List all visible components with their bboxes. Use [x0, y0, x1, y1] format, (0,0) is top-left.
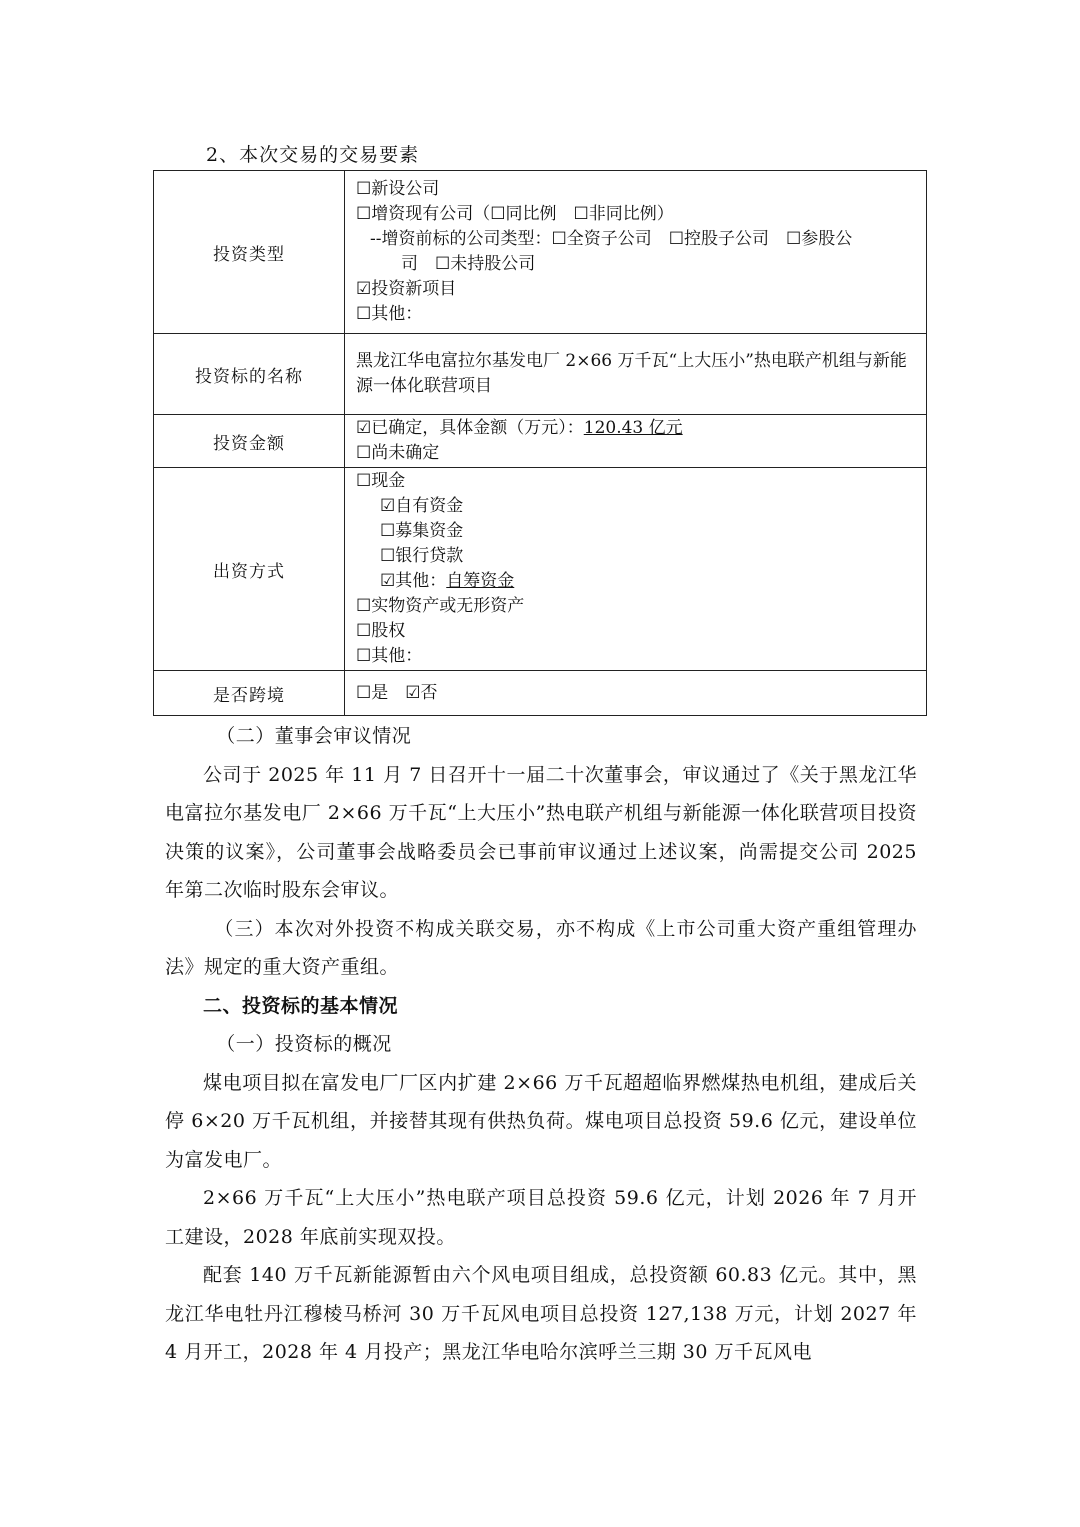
- option-capital-increase: ☐增资现有公司（☐同比例 ☐非同比例）: [356, 204, 674, 224]
- cash-other-value: 自筹资金: [446, 571, 515, 591]
- paragraph-related-transaction: （三）本次对外投资不构成关联交易，亦不构成《上市公司重大资产重组管理办法》规定的重大资产重组。: [165, 917, 917, 978]
- option-other: ☐其他：: [356, 304, 423, 324]
- option-new-company: ☐新设公司: [356, 179, 440, 199]
- transaction-elements-table: [153, 170, 927, 716]
- row-value-investment-amount: [345, 415, 927, 468]
- amount-unconfirmed: ☐尚未确定: [356, 443, 440, 463]
- table-row: [154, 671, 927, 716]
- paragraph-target-overview-heading: （一）投资标的概况: [216, 1033, 392, 1055]
- paragraph-chp-project: 2×66 万千瓦“上大压小”热电联产项目总投资 59.6 亿元，计划 2026 年 7 月开工建设，2028 年底前实现双投。: [165, 1187, 917, 1248]
- row-value-funding-method: [345, 468, 927, 671]
- row-value-investment-type: [345, 171, 927, 334]
- paragraph-board-review: 公司于 2025 年 11 月 7 日召开十一届二十次董事会，审议通过了《关于黑龙江华电富拉尔基发电厂 2×66 万千瓦“上大压小”热电联产机组与新能源一体化联营项目投资决策的议案》，公司董事会战略委员会已事前审议通过上述议案，尚需提交公司 2025 年第二次临时股东会审议。: [165, 763, 917, 901]
- paragraph-new-energy: 配套 140 万千瓦新能源暂由六个风电项目组成，总投资额 60.83 亿元。其中，黑龙江华电牡丹江穆棱马桥河 30 万千瓦风电项目总投资 127,138 万元，计划 2027 年 4 月开工，2028 年 4 月投产；黑龙江华电哈尔滨呼兰三期 30 万千瓦风电: [165, 1264, 917, 1363]
- section-title: 2、本次交易的交易要素: [206, 144, 420, 166]
- option-equity: ☐股权: [356, 621, 406, 641]
- row-value-cross-border: [345, 671, 927, 716]
- row-value-target-name: [345, 334, 927, 415]
- amount-confirmed: [356, 416, 918, 441]
- target-name-text: 黑龙江华电富拉尔基发电厂 2×66 万千瓦“上大压小”热电联产机组与新能源一体化联营项目: [356, 351, 907, 396]
- table-row: [154, 468, 927, 671]
- body-text: [165, 717, 917, 1372]
- option-physical-intangible-assets: ☐实物资产或无形资产: [356, 596, 525, 616]
- row-label-cross-border: 是否跨境: [154, 671, 345, 716]
- row-label-investment-type: 投资类型: [154, 171, 345, 334]
- option-target-company-type: --增资前标的公司类型：☐全资子公司 ☐控股子公司 ☐参股公: [370, 229, 853, 249]
- option-cash: ☐现金: [356, 471, 406, 491]
- heading-target-basics: 二、投资标的基本情况: [203, 994, 399, 1017]
- option-funding-other: ☐其他：: [356, 646, 423, 666]
- amount-value: 120.43 亿元: [583, 418, 683, 438]
- paragraph-board-review-heading: （二）董事会审议情况: [216, 725, 412, 747]
- cross-border-options: ☐是 ☑否: [356, 682, 438, 703]
- table-row: [154, 415, 927, 468]
- table-row: [154, 334, 927, 415]
- option-cash-other: [356, 569, 918, 594]
- row-label-investment-amount: 投资金额: [154, 415, 345, 468]
- option-bank-loan: ☐银行贷款: [380, 546, 464, 566]
- amount-confirmed-label: ☑已确定，具体金额（万元）：: [356, 418, 584, 438]
- cash-other-label: ☑其他：: [380, 571, 447, 591]
- paragraph-coal-project: 煤电项目拟在富发电厂厂区内扩建 2×66 万千瓦超超临界燃煤热电机组，建成后关停 6×20 万千瓦机组，并接替其现有供热负荷。煤电项目总投资 59.6 亿元，建设单位为富发电厂。: [165, 1071, 917, 1171]
- row-label-funding-method: 出资方式: [154, 468, 345, 671]
- table-row: [154, 171, 927, 334]
- option-new-project: ☑投资新项目: [356, 279, 457, 299]
- row-label-target-name: 投资标的名称: [154, 334, 345, 415]
- option-target-company-type-cont: 司 ☐未持股公司: [401, 254, 536, 274]
- option-own-funds: ☑自有资金: [380, 496, 464, 516]
- option-raised-funds: ☐募集资金: [380, 521, 464, 541]
